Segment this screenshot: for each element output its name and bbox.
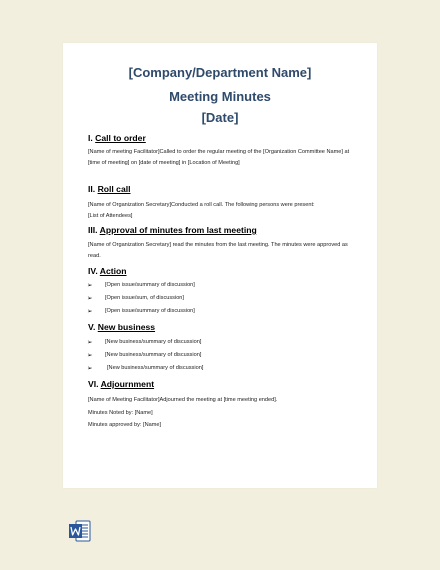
word-icon	[68, 519, 92, 543]
list-item: [New business/summary of discussion]	[105, 352, 202, 358]
bullet-arrow-icon: ➢	[87, 339, 93, 346]
section-number: III.	[88, 225, 98, 235]
document-date: [Date]	[201, 110, 239, 125]
section-number: VI.	[88, 379, 99, 389]
section-heading: Roll call	[97, 184, 131, 194]
list-item: [Open issue/summary of discussion]	[105, 308, 195, 314]
company-name: [Company/Department Name]	[128, 65, 312, 80]
section-number: IV.	[88, 266, 98, 276]
section-number: V.	[88, 322, 96, 332]
roll-call-text: [Name of Organization Secretary]Conducted a roll call. The following persons were present:	[88, 202, 315, 208]
heading-roll-call	[88, 184, 131, 194]
heading-action	[88, 266, 127, 276]
bullet-arrow-icon: ➢	[87, 308, 93, 315]
noted-by-text: Minutes Noted by: [Name]	[88, 410, 153, 416]
section-heading: Adjournment	[100, 379, 155, 389]
heading-call-to-order	[88, 133, 146, 143]
section-heading: New business	[97, 322, 156, 332]
document-title: Meeting Minutes	[169, 89, 271, 104]
section-number: I.	[88, 133, 93, 143]
approval-text: [Name of Organization Secretary] read the minutes from the last meeting. The minutes were approved as read.	[88, 242, 348, 259]
document-page	[63, 43, 377, 488]
bullet-arrow-icon: ➢	[87, 352, 93, 359]
list-item: [Open issue/sum, of discussion]	[105, 295, 184, 301]
section-heading: Call to order	[95, 133, 146, 143]
section-heading: Approval of minutes from last meeting	[99, 225, 257, 235]
heading-new-business	[88, 322, 155, 332]
attendees-list: [List of Attendees]	[88, 213, 133, 219]
bullet-arrow-icon: ➢	[87, 282, 93, 289]
adjournment-text: [Name of Meeting Facilitator]Adjourned the meeting at [time meeting ended].	[88, 397, 278, 403]
approved-by-text: Minutes approved by: [Name]	[88, 422, 162, 428]
list-item: [New business/summary of discussion]	[107, 365, 204, 371]
heading-adjournment	[88, 379, 154, 389]
list-item: [Open issue/summary of discussion]	[105, 282, 195, 288]
section-number: II.	[88, 184, 96, 194]
bullet-arrow-icon: ➢	[87, 365, 93, 372]
section-heading: Action	[99, 266, 127, 276]
bullet-arrow-icon: ➢	[87, 295, 93, 302]
list-item: [New business/summary of discussion]	[105, 339, 202, 345]
call-to-order-text: [Name of meeting Facilitator]Called to order the regular meeting of the [Organization Committee Name] at [time of meeting] on [date of meeting] in [Location of Meeting]	[88, 149, 350, 166]
heading-approval	[88, 225, 257, 235]
